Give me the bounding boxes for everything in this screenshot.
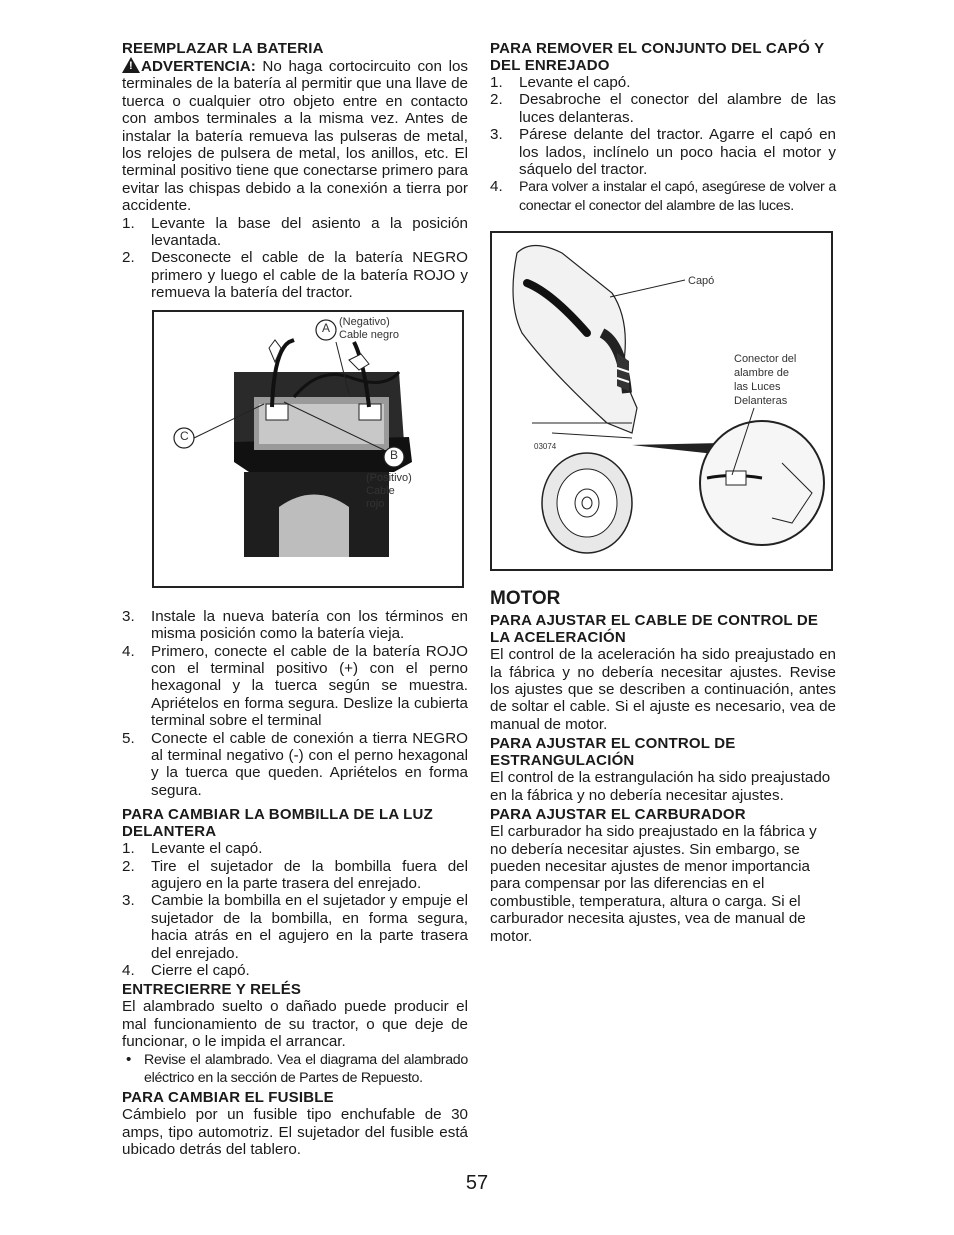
throttle-text: El control de la aceleración ha sido preajustado en la fábrica y no debería necesitar ajustes. Revise los ajustes que se describen a continuación, antes de soltar el cable. Si el ajuste es necesario, vea de manual de motor. <box>490 646 836 733</box>
callout-a: A <box>322 320 331 335</box>
battery-heading: REEMPLAZAR LA BATERIA <box>122 40 324 57</box>
carb-text: El carburador ha sido preajustado en la fábrica y no debería necesitar ajustes. Sin embargo, se pueden necesitar ajustes de menor importancia para compensar por las diferencias en el combustible, temperatura, altura o carga. Si el carburador necesita ajustes, vea de manual de motor. <box>490 823 817 945</box>
list-item: 4. Cierre el capó. <box>122 962 250 979</box>
throttle-heading: PARA AJUSTAR EL CABLE DE CONTROL DE LA ACELERACIÓN <box>490 612 819 647</box>
fuse-text: Cámbielo por un fusible tipo enchufable de 30 amps, tipo automotriz. El sujetador del fusible está ubicado detrás del tablero. <box>122 1106 468 1159</box>
callout-c: C <box>180 428 189 443</box>
left-column <box>122 40 468 1159</box>
list-item: 4. Primero, conecte el cable de la batería ROJO con el terminal positivo (+) con el perno hexagonal y la tuerca según se muestra. Apriételos en forma segura. Deslize la cubierta terminal sobre el terminal <box>122 642 468 730</box>
battery-warning <box>122 57 468 215</box>
callout-b: B <box>390 447 399 462</box>
label-cable: Cable <box>366 484 395 497</box>
list-item: 2. Desabroche el conector del alambre de las luces delanteras. <box>490 91 836 126</box>
label-negativo: (Negativo) <box>339 315 390 328</box>
list-item: 3. Párese delante del tractor. Agarre el capó en los lados, inclínelo un poco hacia el motor y sáquelo del tractor. <box>490 126 836 179</box>
relays-heading: ENTRECIERRE Y RELÉS <box>122 981 302 999</box>
list-item: 5. Conecte el cable de conexión a tierra NEGRO al terminal negativo (-) con el perno hexagonal y la tuerca que queden. Apriételos en forma segura. <box>122 729 468 799</box>
label-connector-1: Conector del <box>734 353 797 366</box>
choke-text: El control de la estrangulación ha sido preajustado en la fábrica y no debería necesitar ajustes. <box>490 769 831 804</box>
list-item: 1. Levante la base del asiento a la posición levantada. <box>122 214 468 250</box>
list-item: 3. Cambie la bombilla en el sujetador y empuje el sujetador de la bombilla, en forma segura, hacia atrás en el agujero en la parte trasera del enrejado. <box>122 892 468 962</box>
list-item: 4. Para volver a instalar el capó, asegúrese de volver a conectar el conector del alambre de las luces. <box>490 178 836 214</box>
battery-illustration <box>154 312 462 586</box>
label-cable-negro: Cable negro <box>339 328 399 341</box>
list-item: 1. Levante el capó. <box>490 74 631 91</box>
motor-heading: MOTOR <box>490 588 561 610</box>
battery-steps-2 <box>122 608 468 799</box>
label-connector-2: alambre de <box>734 367 790 380</box>
page-number: 57 <box>465 1172 489 1194</box>
carb-heading: PARA AJUSTAR EL CARBURADOR <box>490 806 746 824</box>
hood-figure <box>490 231 833 571</box>
list-item: 1. Levante el capó. <box>122 840 263 858</box>
relays-bullets <box>122 1051 468 1088</box>
hood-heading: PARA REMOVER EL CONJUNTO DEL CAPÓ Y DEL ENREJADO <box>490 40 825 74</box>
figure-id: 03074 <box>534 442 557 452</box>
fuse-heading: PARA CAMBIAR EL FUSIBLE <box>122 1089 334 1107</box>
label-connector-3: las Luces <box>734 381 781 394</box>
warning-icon: ! <box>122 57 140 73</box>
list-item: • Revise el alambrado. Vea el diagrama del alambrado eléctrico en la sección de Partes de Repuesto. <box>126 1050 468 1087</box>
choke-heading: PARA AJUSTAR EL CONTROL DE ESTRANGULACIÓN <box>490 735 736 770</box>
list-item: 2. Desconecte el cable de la batería NEGRO primero y luego el cable de la batería ROJO y remueva la batería del tractor. <box>122 249 468 302</box>
label-connector-4: Delanteras <box>734 395 788 408</box>
list-item: 3. Instale la nueva batería con los términos en misma posición como la batería vieja. <box>122 607 468 643</box>
relays-text: El alambrado suelto o dañado puede producir el mal funcionamiento de su tractor, o que deje de funcionar, o le impida el arrancar. <box>122 998 468 1051</box>
label-capo: Capó <box>688 275 715 288</box>
warning-text: No haga cortocircuito con los terminales de la batería al permitir que una llave de tuerca o cualquier otro objeto entre en contacto con ambos terminales a la misma vez. Antes de instalar la batería remueva las pulseras de metal, los relojes de pulsera de metal, los anillos, etc. El terminal positivo tiene que conectarse primero para evitar las chispas debido a la conexión a tierra por accidente. <box>122 58 468 215</box>
label-rojo: rojo <box>366 497 385 510</box>
hood-steps <box>490 74 836 215</box>
battery-figure <box>152 310 464 588</box>
bulb-steps <box>122 840 468 979</box>
right-column <box>490 40 836 945</box>
battery-steps <box>122 215 468 302</box>
warning-label: ADVERTENCIA: <box>141 58 256 75</box>
list-item: 2. Tire el sujetador de la bombilla fuera del agujero en la parte trasera del enrejado. <box>122 857 468 892</box>
label-positivo: (Positivo) <box>366 471 412 484</box>
bulb-heading: PARA CAMBIAR LA BOMBILLA DE LA LUZ DELANTERA <box>122 806 433 841</box>
